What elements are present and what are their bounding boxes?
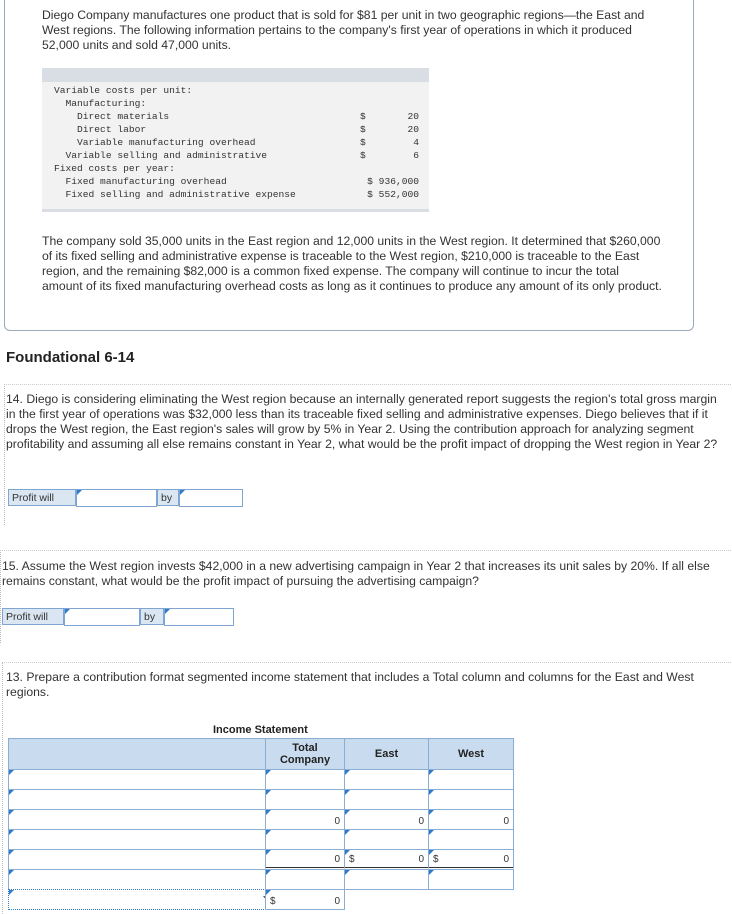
header-east: East bbox=[344, 738, 429, 770]
statement-amount-input[interactable] bbox=[344, 829, 429, 850]
cost-row-value: 20 bbox=[407, 111, 419, 122]
cost-row-label: Direct materials bbox=[54, 111, 170, 122]
amount-value: 0 bbox=[503, 816, 509, 827]
cost-row-value: 20 bbox=[407, 124, 419, 135]
cost-row-dollar: $ bbox=[360, 124, 366, 135]
amount-value: 0 bbox=[503, 854, 509, 865]
amount-value: 0 bbox=[334, 854, 340, 865]
intro-paragraph-2: The company sold 35,000 units in the East region and 12,000 units in the West region. It determined that $260,000 of its fixed selling and administrative expense is traceable to the West region, $210,000 is traceable to the East region, and the remaining $82,000 is a common fixed expense. The company will continue to incur the total amount of its fixed manufacturing overhead costs as long as it continues to produce any amount of its only product. bbox=[42, 234, 662, 293]
q14-direction-select[interactable] bbox=[76, 489, 157, 507]
cost-row-label: Variable costs per unit: bbox=[54, 85, 193, 96]
cost-row-label: Fixed manufacturing overhead bbox=[54, 176, 227, 187]
statement-row-label-input[interactable] bbox=[8, 849, 266, 870]
statement-amount-input[interactable] bbox=[265, 829, 345, 850]
statement-amount-input[interactable] bbox=[265, 789, 345, 810]
statement-amount-input[interactable] bbox=[344, 849, 429, 870]
statement-amount-input[interactable] bbox=[265, 769, 345, 790]
cost-row-label: Fixed selling and administrative expense bbox=[54, 189, 296, 200]
statement-row-label-input[interactable] bbox=[8, 789, 266, 810]
q14-by-label: by bbox=[157, 489, 179, 506]
statement-row-label-input[interactable] bbox=[8, 869, 266, 890]
statement-amount-input[interactable] bbox=[265, 809, 345, 830]
cost-row-value: $ 936,000 bbox=[367, 176, 419, 187]
statement-amount-input[interactable] bbox=[344, 809, 429, 830]
q15-text: 15. Assume the West region invests $42,000 in a new advertising campaign in Year 2 that increases its unit sales by 20%. If all else remains constant, what would be the profit impact of pursuing the advertising campaign? bbox=[2, 559, 710, 588]
cost-row-value: 6 bbox=[413, 150, 419, 161]
cost-row-value: 4 bbox=[413, 137, 419, 148]
section-title: Foundational 6-14 bbox=[6, 349, 135, 366]
q14-profit-label: Profit will bbox=[8, 489, 76, 506]
q13-text: 13. Prepare a contribution format segmented income statement that includes a Total column and columns for the East and West regions. bbox=[6, 670, 694, 699]
statement-label-header bbox=[8, 738, 266, 770]
statement-amount-input[interactable] bbox=[344, 869, 429, 890]
statement-amount-input[interactable] bbox=[344, 789, 429, 810]
statement-amount-input[interactable] bbox=[265, 869, 345, 890]
statement-amount-input[interactable] bbox=[428, 849, 514, 870]
q15-by-label: by bbox=[140, 608, 164, 625]
amount-value: 0 bbox=[334, 816, 340, 827]
statement-amount-input[interactable] bbox=[265, 849, 345, 870]
amount-value: 0 bbox=[334, 896, 340, 907]
dollar-sign: $ bbox=[433, 854, 439, 865]
header-total-company: Total Company bbox=[265, 738, 345, 770]
intro-paragraph-1: Diego Company manufactures one product that is sold for $81 per unit in two geographic regions—the East and West regions. The following information pertains to the company's first year of operations in which it produced 52,000 units and sold 47,000 units. bbox=[42, 8, 645, 52]
q15-direction-select[interactable] bbox=[64, 608, 140, 626]
cost-row-label: Direct labor bbox=[54, 124, 147, 135]
cost-row-dollar: $ bbox=[360, 111, 366, 122]
income-statement-title: Income Statement bbox=[213, 724, 308, 736]
amount-value: 0 bbox=[418, 816, 424, 827]
statement-row-label-input[interactable] bbox=[8, 809, 266, 830]
statement-amount-input[interactable] bbox=[428, 809, 514, 830]
cost-row-dollar: $ bbox=[360, 137, 366, 148]
dollar-sign: $ bbox=[349, 854, 355, 865]
q14-amount-input[interactable] bbox=[179, 489, 243, 507]
dollar-sign: $ bbox=[270, 896, 276, 907]
q14-text: 14. Diego is considering eliminating the West region because an internally generated report suggests the region's total gross margin in the first year of operations was $32,000 less than its traceable fixed selling and administrative expenses. Diego believes that if it drops the West region, the East region's sales will grow by 5% in Year 2. Using the contribution approach for analyzing segment profitability and assuming all else remains constant in Year 2, what would be the profit impact of dropping the West region in Year 2? bbox=[6, 392, 718, 451]
q15-amount-input[interactable] bbox=[164, 608, 234, 626]
statement-amount-input[interactable] bbox=[265, 889, 345, 910]
q15-profit-label: Profit will bbox=[2, 608, 64, 625]
statement-amount-input[interactable] bbox=[428, 829, 514, 850]
header-west: West bbox=[428, 738, 514, 770]
cost-row-value: $ 552,000 bbox=[367, 189, 419, 200]
statement-amount-input[interactable] bbox=[428, 789, 514, 810]
cost-table bbox=[42, 68, 429, 212]
cost-row-label: Variable manufacturing overhead bbox=[54, 137, 256, 148]
statement-amount-input[interactable] bbox=[344, 769, 429, 790]
statement-row-label-input[interactable] bbox=[8, 829, 266, 850]
cost-row-label: Fixed costs per year: bbox=[54, 163, 175, 174]
statement-amount-input[interactable] bbox=[428, 869, 514, 890]
statement-amount-input[interactable] bbox=[428, 769, 514, 790]
statement-row-label-input[interactable] bbox=[8, 769, 266, 790]
amount-value: 0 bbox=[418, 854, 424, 865]
statement-row-label-input[interactable] bbox=[8, 889, 280, 910]
cost-row-label: Variable selling and administrative bbox=[54, 150, 268, 161]
cost-row-label: Manufacturing: bbox=[54, 98, 147, 109]
cost-row-dollar: $ bbox=[360, 150, 366, 161]
